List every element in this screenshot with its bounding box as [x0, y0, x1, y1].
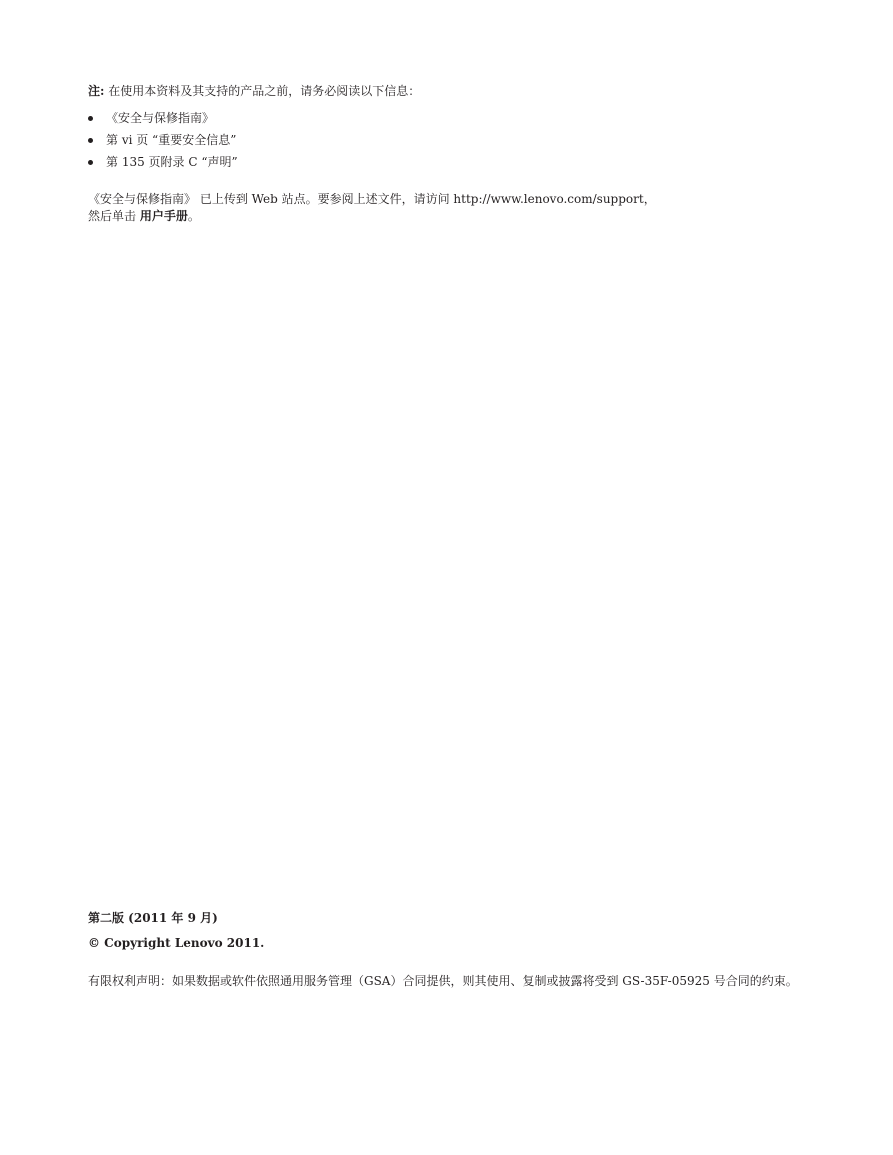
note-line	[88, 83, 420, 99]
list-item	[88, 154, 238, 176]
list-item-text: 第 135 页附录 C “声明”	[106, 155, 238, 169]
upload-paragraph-line2	[88, 208, 656, 225]
line2-prefix: 然后单击	[88, 209, 140, 223]
bullet-icon	[88, 116, 93, 121]
gsa-restricted-rights-notice: 有限权利声明：如果数据或软件依照通用服务管理（GSA）合同提供，则其使用、复制或披露将受到 GS-35F-05925 号合同的约束。	[88, 974, 798, 988]
bullet-icon	[88, 160, 93, 165]
list-item	[88, 132, 238, 154]
note-text: 在使用本资料及其支持的产品之前，请务必阅读以下信息：	[108, 84, 421, 98]
upload-paragraph	[88, 191, 656, 225]
note-label: 注:	[88, 84, 105, 98]
list-item	[88, 110, 238, 132]
bullet-icon	[88, 138, 93, 143]
list-item-text: 第 vi 页 “重要安全信息”	[106, 133, 237, 147]
required-reading-list	[88, 110, 238, 176]
user-guide-link-text: 用户手册	[139, 209, 188, 223]
edition-line: 第二版 (2011 年 9 月)	[88, 911, 218, 925]
copyright-line: © Copyright Lenovo 2011.	[88, 936, 265, 950]
line2-suffix: 。	[187, 209, 200, 223]
upload-paragraph-line1: 《安全与保修指南》 已上传到 Web 站点。要参阅上述文件，请访问 http://www.lenovo.com/support，	[88, 192, 656, 206]
list-item-text: 《安全与保修指南》	[106, 111, 215, 125]
